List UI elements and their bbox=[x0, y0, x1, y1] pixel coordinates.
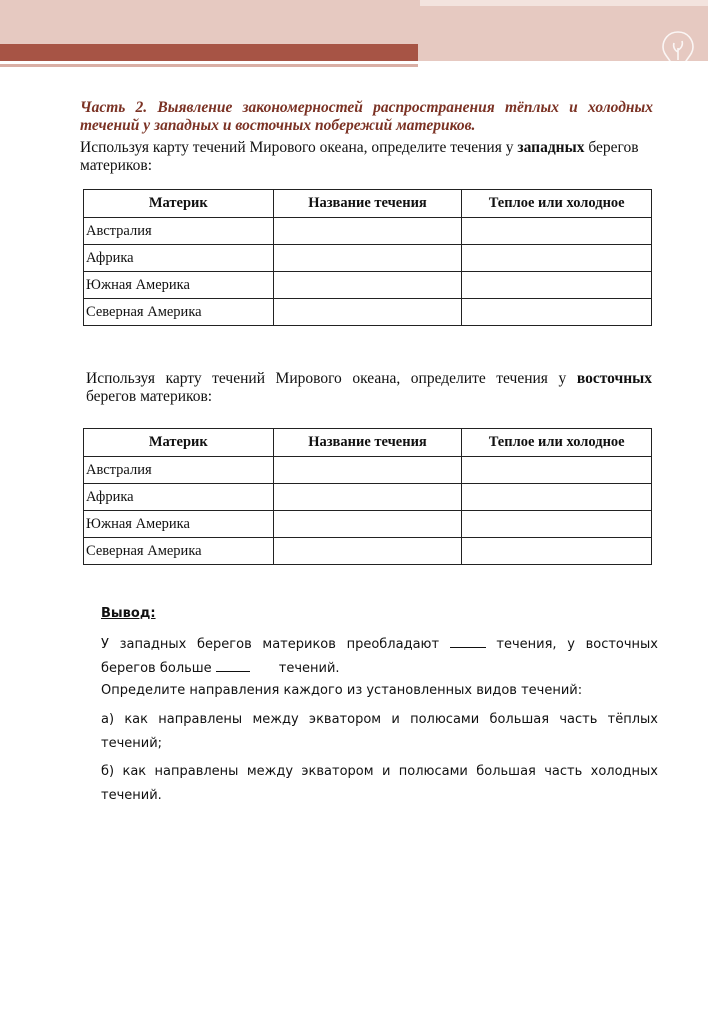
page-title: Часть 2. Выявление закономерностей распространения тёплых и холодных течений у западных и восточных побережий материков. bbox=[80, 99, 653, 134]
continent-cell: Африка bbox=[84, 245, 274, 272]
continent-cell: Австралия bbox=[84, 457, 274, 484]
table-header-row bbox=[84, 190, 652, 218]
column-header: Название течения bbox=[273, 429, 462, 457]
table-row bbox=[84, 511, 652, 538]
continent-cell: Южная Америка bbox=[84, 511, 274, 538]
table-row bbox=[84, 484, 652, 511]
header-thin-line bbox=[0, 64, 418, 67]
instruction-west: Используя карту течений Мирового океана, определите течения у западных берегов материков: bbox=[80, 139, 639, 174]
conclusion-question: Определите направления каждого из установленных видов течений: bbox=[101, 683, 583, 698]
warm-cold-cell[interactable] bbox=[462, 484, 652, 511]
column-header: Теплое или холодное bbox=[462, 429, 652, 457]
table-east-currents bbox=[83, 428, 652, 565]
continent-cell: Южная Америка bbox=[84, 272, 274, 299]
continent-cell: Северная Америка bbox=[84, 299, 274, 326]
table-west-currents bbox=[83, 189, 652, 326]
conclusion-question-a: а) как направлены между экватором и полюсами большая часть тёплых течений; bbox=[101, 712, 658, 751]
column-header: Материк bbox=[84, 429, 274, 457]
current-name-cell[interactable] bbox=[273, 245, 462, 272]
table-row bbox=[84, 457, 652, 484]
table-row bbox=[84, 272, 652, 299]
conclusion-question-b: б) как направлены между экватором и полюсами большая часть холодных течений. bbox=[101, 764, 658, 803]
warm-cold-cell[interactable] bbox=[462, 272, 652, 299]
warm-cold-cell[interactable] bbox=[462, 457, 652, 484]
current-name-cell[interactable] bbox=[273, 218, 462, 245]
table-header-row bbox=[84, 429, 652, 457]
continent-cell: Северная Америка bbox=[84, 538, 274, 565]
warm-cold-cell[interactable] bbox=[462, 511, 652, 538]
continent-cell: Австралия bbox=[84, 218, 274, 245]
column-header: Материк bbox=[84, 190, 274, 218]
conclusion-heading: Вывод: bbox=[101, 606, 156, 621]
answer-blank[interactable] bbox=[216, 661, 250, 672]
instruction-east: Используя карту течений Мирового океана, определите течения у восточных берегов материков: bbox=[86, 370, 652, 405]
current-name-cell[interactable] bbox=[273, 511, 462, 538]
conclusion-paragraph: У западных берегов материков преобладают течения, у восточных берегов больше течений. bbox=[101, 637, 658, 676]
table-row bbox=[84, 245, 652, 272]
current-name-cell[interactable] bbox=[273, 538, 462, 565]
current-name-cell[interactable] bbox=[273, 272, 462, 299]
warm-cold-cell[interactable] bbox=[462, 538, 652, 565]
table-row bbox=[84, 218, 652, 245]
table-row bbox=[84, 299, 652, 326]
current-name-cell[interactable] bbox=[273, 484, 462, 511]
table-row bbox=[84, 538, 652, 565]
header-band-dark bbox=[0, 44, 418, 61]
answer-blank[interactable] bbox=[450, 637, 486, 648]
warm-cold-cell[interactable] bbox=[462, 218, 652, 245]
header-band-light bbox=[0, 0, 708, 44]
lightbulb-icon bbox=[658, 26, 698, 80]
warm-cold-cell[interactable] bbox=[462, 299, 652, 326]
current-name-cell[interactable] bbox=[273, 299, 462, 326]
continent-cell: Африка bbox=[84, 484, 274, 511]
column-header: Теплое или холодное bbox=[462, 190, 652, 218]
header-stripe bbox=[420, 0, 708, 6]
column-header: Название течения bbox=[273, 190, 462, 218]
current-name-cell[interactable] bbox=[273, 457, 462, 484]
warm-cold-cell[interactable] bbox=[462, 245, 652, 272]
